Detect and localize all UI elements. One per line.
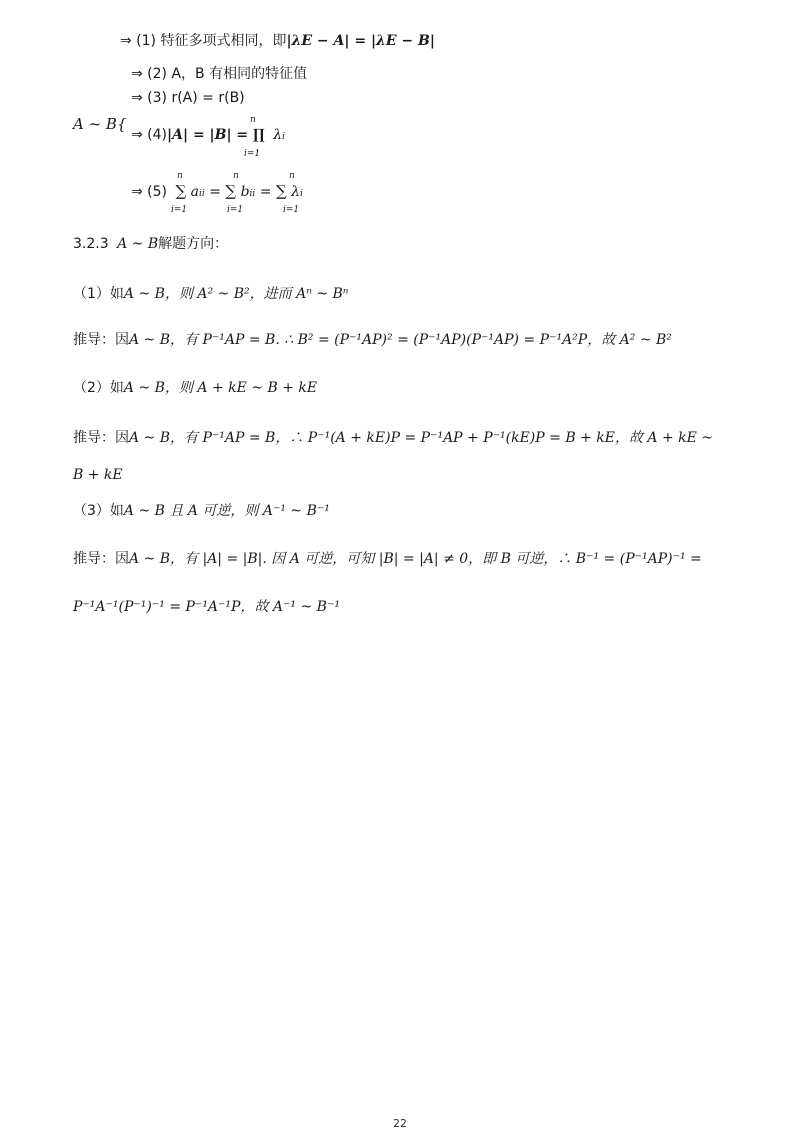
item-2-proof-label: 推导：因 [73, 430, 129, 446]
sum-1-sub: ii [199, 189, 205, 199]
item-1-proof [73, 333, 672, 347]
equals-1: = [209, 184, 221, 200]
sum-2-upper: n [233, 171, 239, 181]
product-lower-limit: i=1 [244, 149, 261, 159]
property-1-text: ⇒ (1) 特征多项式相同，即 [120, 33, 287, 49]
item-1 [73, 287, 348, 301]
item-2-proof-cont-math: B + kE [73, 467, 123, 483]
property-4-sub: i [282, 132, 286, 142]
sum-3-sub: i [300, 189, 303, 199]
item-2-proof-math: A ~ B，有 P⁻¹AP = B，∴ P⁻¹(A + kE)P = P⁻¹AP + P⁻¹(kE)P = B + kE，故 A + kE ~ [129, 430, 714, 446]
item-3-label: （3）如 [73, 503, 124, 519]
sum-3-upper: n [289, 171, 295, 181]
sum-2-sub: ii [249, 189, 256, 199]
item-3-proof-label: 推导：因 [73, 551, 129, 567]
property-1 [120, 34, 435, 48]
sum-1-term: a [190, 184, 199, 200]
item-2 [73, 381, 317, 395]
section-heading [73, 237, 228, 251]
page-number: 22 [393, 1117, 407, 1130]
sum-2-lower: i=1 [227, 205, 244, 215]
item-1-math: A ~ B，则 A² ~ B²，进而 Aⁿ ~ Bⁿ [123, 286, 349, 302]
sum-1: ∑ [175, 182, 187, 200]
item-1-proof-math: A ~ B，有 P⁻¹AP = B. ∴ B² = (P⁻¹AP)² = (P⁻¹AP)(P⁻¹AP) = P⁻¹A²P，故 A² ~ B² [129, 332, 672, 348]
equals-2: = [259, 184, 272, 200]
property-5 [131, 184, 303, 199]
sum-3-term: λ [291, 184, 300, 200]
property-2: ⇒ (2) A，B 有相同的特征值 [131, 66, 308, 82]
section-math: A ~ B [117, 236, 159, 252]
property-4-term: λ [273, 127, 283, 143]
section-number: 3.2.3 [73, 236, 109, 252]
item-3 [73, 504, 330, 518]
item-2-proof-cont [73, 468, 123, 482]
property-1-formula: |λE − A| = |λE − B| [286, 33, 435, 49]
property-3: ⇒ (3) r(A) = r(B) [131, 90, 245, 106]
sum-2-term: b [240, 184, 250, 200]
sum-2: ∑ [225, 182, 237, 200]
item-1-proof-label: 推导：因 [73, 332, 129, 348]
sum-1-upper: n [177, 171, 183, 181]
item-3-proof [73, 552, 702, 566]
property-4-prefix: ⇒ (4) [131, 127, 168, 143]
item-2-proof [73, 431, 713, 445]
property-4 [131, 128, 285, 142]
item-2-label: （2）如 [73, 380, 124, 396]
item-1-label: （1）如 [73, 286, 124, 302]
item-3-proof-math: A ~ B，有 |A| = |B|. 因 A 可逆，可知 |B| = |A| ≠ 0，即 B 可逆，∴ B⁻¹ = (P⁻¹AP)⁻¹ = [129, 551, 702, 567]
item-3-proof-cont [73, 600, 340, 614]
item-2-math: A ~ B，则 A + kE ~ B + kE [123, 380, 318, 396]
item-3-proof-cont-math: P⁻¹A⁻¹(P⁻¹)⁻¹ = P⁻¹A⁻¹P，故 A⁻¹ ~ B⁻¹ [73, 599, 340, 615]
section-title: 解题方向： [158, 236, 229, 252]
property-4-formula: |A| = |B| = ∏ [167, 127, 265, 143]
product-upper-limit: n [250, 115, 256, 125]
property-5-prefix: ⇒ (5) [131, 184, 168, 200]
sum-3: ∑ [275, 182, 287, 200]
similarity-label: A ~ B{ [73, 115, 127, 133]
item-3-math: A ~ B 且 A 可逆，则 A⁻¹ ~ B⁻¹ [123, 503, 330, 519]
sum-1-lower: i=1 [171, 205, 188, 215]
sum-3-lower: i=1 [283, 205, 300, 215]
